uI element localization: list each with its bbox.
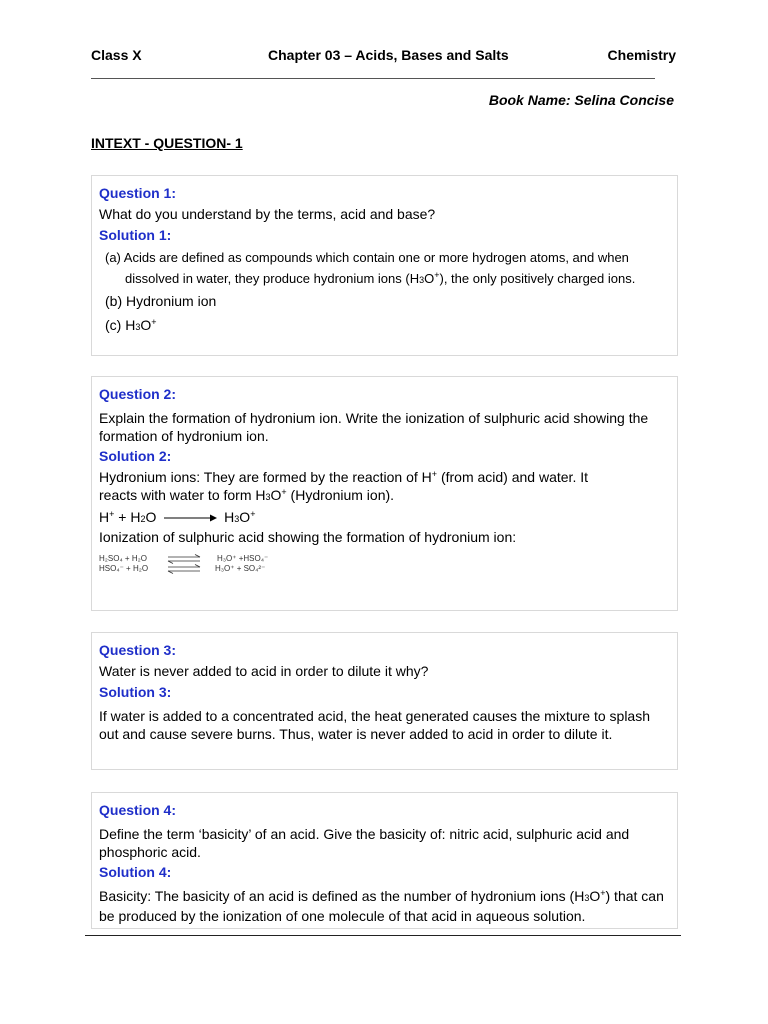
header-subject: Chemistry bbox=[607, 47, 676, 63]
footer-divider bbox=[85, 935, 681, 936]
solution-4-label: Solution 4: bbox=[99, 864, 172, 880]
sulphuric-ionization-reactions bbox=[99, 554, 670, 578]
question-1-label: Question 1: bbox=[99, 185, 177, 201]
solution-1-label: Solution 1: bbox=[99, 227, 172, 243]
reaction-2-reactants: HSO₄⁻ + H₂O bbox=[99, 564, 149, 573]
question-box-3 bbox=[91, 632, 678, 770]
reaction-1-products: H₃O⁺ +HSO₄⁻ bbox=[217, 554, 269, 563]
header-divider bbox=[91, 78, 655, 79]
page-header bbox=[91, 45, 676, 67]
hydronium-equation: H+ + H2O H3O+ bbox=[99, 509, 256, 525]
question-box-2 bbox=[91, 376, 678, 611]
book-name: Book Name: Selina Concise bbox=[488, 92, 674, 108]
question-4-text: Define the term ‘basicity’ of an acid. Give the basicity of: nitric acid, sulphuric acid and phosphoric acid. bbox=[99, 826, 630, 860]
solution-2-line1: Hydronium ions: They are formed by the reaction of H+ (from acid) and water. It bbox=[99, 469, 589, 485]
solution-2-line2: reacts with water to form H3O+ (Hydronium ion). bbox=[99, 487, 395, 503]
reaction-arrow-icon bbox=[162, 513, 218, 523]
header-class: Class X bbox=[91, 47, 142, 63]
solution-1-b: (b) Hydronium ion bbox=[105, 293, 217, 309]
section-title: INTEXT - QUESTION- 1 bbox=[91, 135, 243, 151]
solution-3-text: If water is added to a concentrated acid, the heat generated causes the mixture to splash out and cause severe burns. Thus, water is never added to acid in order to dilute it. bbox=[99, 708, 651, 742]
reaction-1-reactants: H₂SO₄ + H₂O bbox=[99, 554, 147, 563]
question-box-1 bbox=[91, 175, 678, 356]
ionization-line: Ionization of sulphuric acid showing the formation of hydronium ion: bbox=[99, 529, 517, 545]
solution-2-label: Solution 2: bbox=[99, 448, 172, 464]
solution-4-text: Basicity: The basicity of an acid is defined as the number of hydronium ions (H3O+) that can be produced by the ionization of one molecule of that acid in aqueous solution. bbox=[99, 888, 664, 924]
question-1-text: What do you understand by the terms, acid and base? bbox=[99, 206, 436, 222]
solution-1-c: (c) H3O+ bbox=[105, 317, 157, 333]
question-3-text: Water is never added to acid in order to dilute it why? bbox=[99, 663, 429, 679]
equilibrium-arrows-icon bbox=[167, 554, 203, 576]
question-4-label: Question 4: bbox=[99, 802, 177, 818]
question-box-4 bbox=[91, 792, 678, 929]
header-chapter: Chapter 03 – Acids, Bases and Salts bbox=[268, 47, 509, 63]
question-2-label: Question 2: bbox=[99, 386, 177, 402]
solution-1-a-line1: (a) Acids are defined as compounds which contain one or more hydrogen atoms, and when bbox=[105, 250, 629, 265]
solution-3-label: Solution 3: bbox=[99, 684, 172, 700]
question-3-label: Question 3: bbox=[99, 642, 177, 658]
solution-1-a-line2: dissolved in water, they produce hydronium ions (H3O+), the only positively charged ions. bbox=[125, 270, 636, 286]
question-2-text: Explain the formation of hydronium ion. Write the ionization of sulphuric acid showing the formation of hydronium ion. bbox=[99, 410, 649, 444]
reaction-2-products: H₃O⁺ + SO₄²⁻ bbox=[215, 564, 266, 573]
